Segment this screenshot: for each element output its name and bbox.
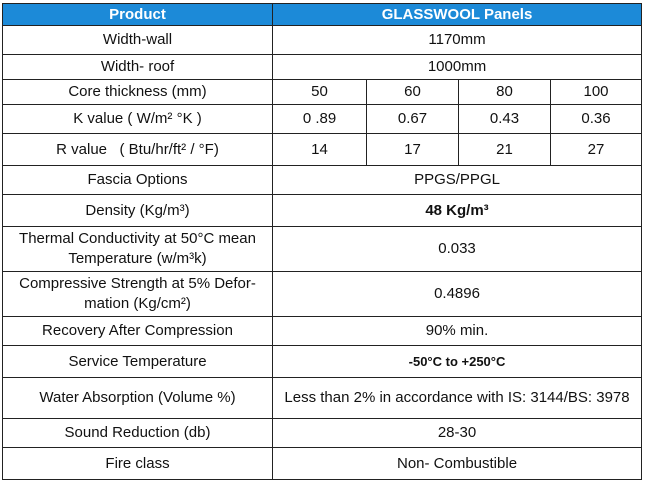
row-label-density: Density (Kg/m³)	[3, 195, 273, 227]
table-row	[3, 272, 642, 317]
core-thickness-cell: 80	[459, 80, 551, 105]
table-row	[3, 227, 642, 272]
table-row	[3, 55, 642, 80]
row-label-fire: Fire class	[3, 448, 273, 480]
row-value-thermal: 0.033	[273, 227, 642, 272]
table-row	[3, 378, 642, 419]
core-thickness-cell: 100	[551, 80, 642, 105]
row-value-density: 48 Kg/m³	[273, 195, 642, 227]
row-label-r-value: R value ( Btu/hr/ft² / °F)	[3, 134, 273, 166]
glasswool-spec-table	[2, 3, 642, 480]
k-value-cell: 0.36	[551, 105, 642, 134]
r-value-cell: 17	[367, 134, 459, 166]
compressive-label-line-2: mation (Kg/cm²)	[84, 295, 191, 312]
table-row	[3, 26, 642, 55]
table-row	[3, 105, 642, 134]
row-label-water: Water Absorption (Volume %)	[3, 378, 273, 419]
table-row	[3, 346, 642, 378]
table-row	[3, 448, 642, 480]
k-value-cell: 0 .89	[273, 105, 367, 134]
compressive-label-line-1: Compressive Strength at 5% Defor-	[19, 275, 256, 292]
r-value-cell: 27	[551, 134, 642, 166]
row-value-width-wall: 1170mm	[273, 26, 642, 55]
thermal-label-line-1: Thermal Conductivity at 50°C mean	[19, 230, 256, 247]
row-label-k-value: K value ( W/m² °K )	[3, 105, 273, 134]
row-label-width-wall: Width-wall	[3, 26, 273, 55]
table-row	[3, 419, 642, 448]
table-row	[3, 166, 642, 195]
row-label-core-thickness: Core thickness (mm)	[3, 80, 273, 105]
panel-header: GLASSWOOL Panels	[273, 4, 642, 26]
row-value-water: Less than 2% in accordance with IS: 3144/BS: 3978	[273, 378, 642, 419]
row-label-compressive	[3, 272, 273, 317]
k-value-cell: 0.67	[367, 105, 459, 134]
row-label-width-roof: Width- roof	[3, 55, 273, 80]
k-value-cell: 0.43	[459, 105, 551, 134]
row-value-sound: 28-30	[273, 419, 642, 448]
row-label-fascia: Fascia Options	[3, 166, 273, 195]
row-value-fascia: PPGS/PPGL	[273, 166, 642, 195]
r-value-cell: 21	[459, 134, 551, 166]
table-row	[3, 134, 642, 166]
row-value-recovery: 90% min.	[273, 317, 642, 346]
row-label-sound: Sound Reduction (db)	[3, 419, 273, 448]
core-thickness-cell: 60	[367, 80, 459, 105]
core-thickness-cell: 50	[273, 80, 367, 105]
product-header: Product	[3, 4, 273, 26]
row-value-fire: Non- Combustible	[273, 448, 642, 480]
table-row	[3, 80, 642, 105]
row-label-recovery: Recovery After Compression	[3, 317, 273, 346]
row-value-service-temp: -50°C to +250°C	[273, 346, 642, 378]
header-row	[3, 4, 642, 26]
row-value-width-roof: 1000mm	[273, 55, 642, 80]
r-value-cell: 14	[273, 134, 367, 166]
table-row	[3, 317, 642, 346]
row-value-compressive: 0.4896	[273, 272, 642, 317]
row-label-thermal	[3, 227, 273, 272]
table-row	[3, 195, 642, 227]
thermal-label-line-2: Temperature (w/m³k)	[68, 250, 207, 267]
row-label-service-temp: Service Temperature	[3, 346, 273, 378]
